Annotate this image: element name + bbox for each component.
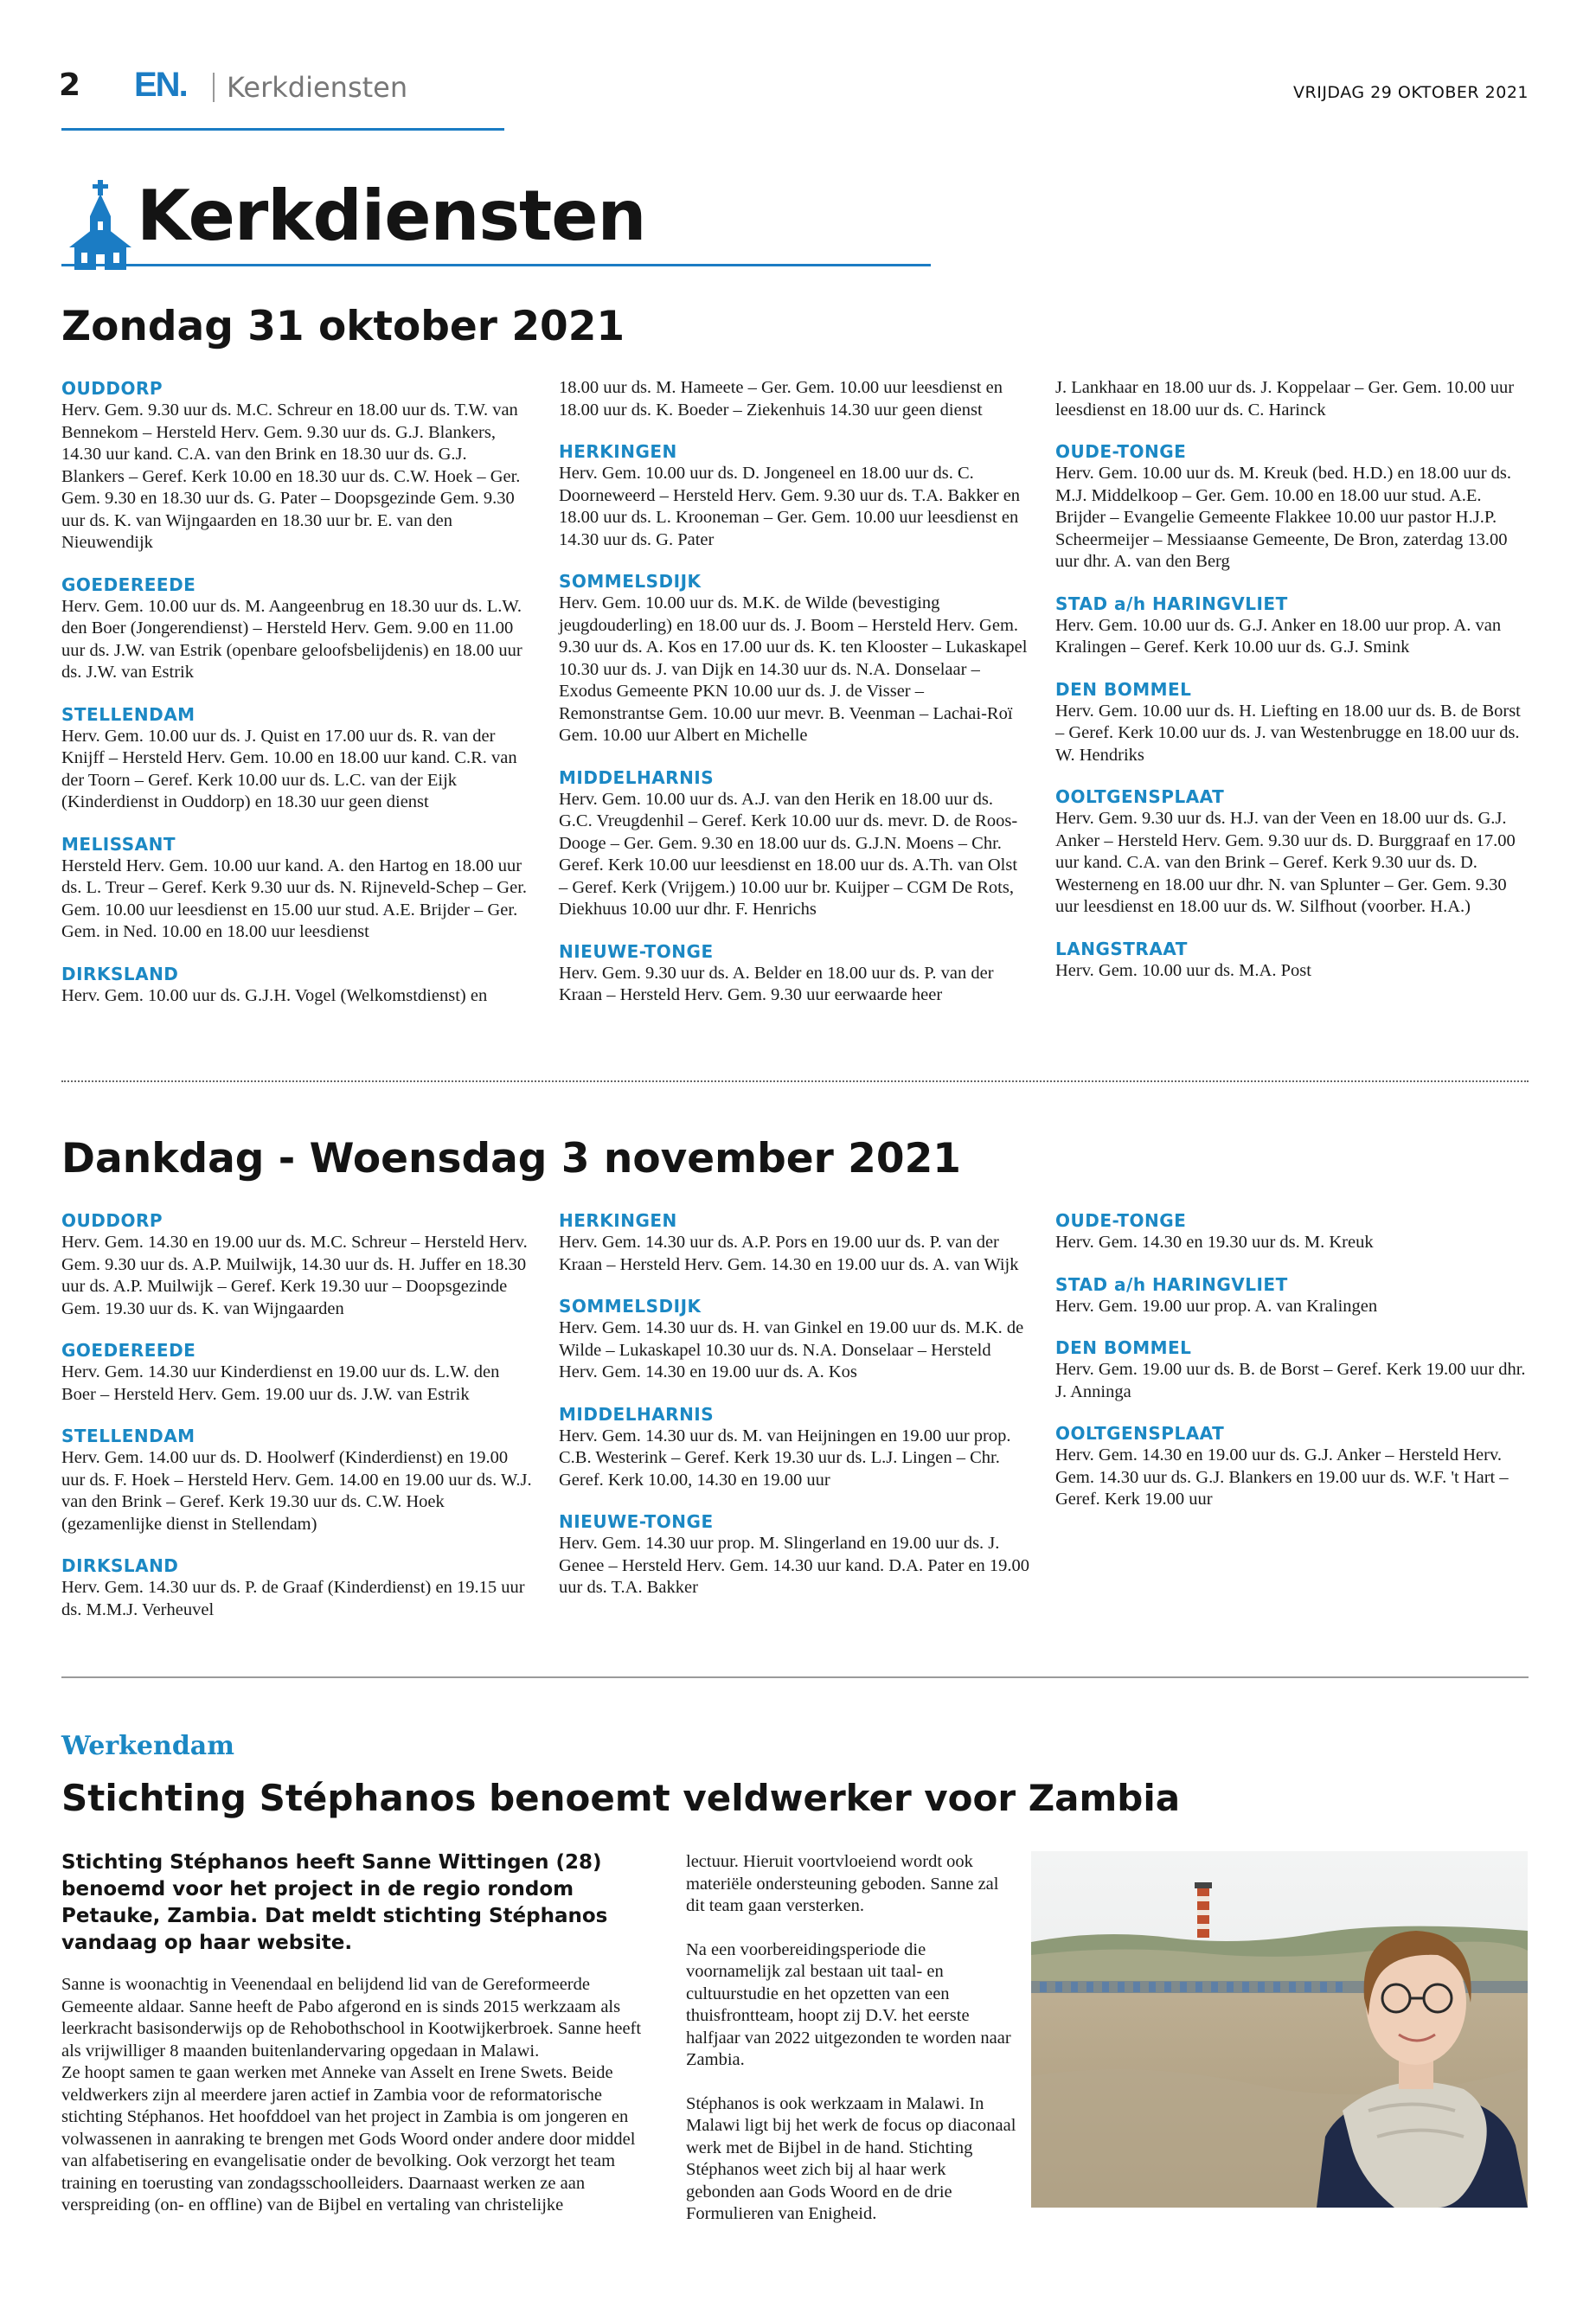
dankdag-column-1 [61,1209,533,1640]
service-text: Herv. Gem. 14.30 uur Kinderdienst en 19.00 uur ds. L.W. den Boer – Hersteld Herv. Gem. 19.00 uur ds. J.W. van Estrik [61,1362,500,1404]
dankdag-column-3 [1055,1209,1527,1530]
sunday-column-2 [559,377,1030,1026]
article-paragraph: Na een voorbereidingsperiode die voornamelijk zal bestaan uit taal- en cultuurstudie en het opzetten van een thuisfrontteam, hoopt zij D.V. het eerste halfjaar van 2022 uitgezonden te worden naar Zambia. [686,1939,1011,2069]
article-headline: Stichting Stéphanos benoemt veldwerker voor Zambia [61,1777,1181,1819]
service-text: Herv. Gem. 10.00 uur ds. M. Kreuk (bed. H.D.) en 18.00 uur ds. M.J. Middelkoop – Ger. Gem. 10.00 en 18.00 uur stud. A.E. Brijder – Evangelie Gemeente Flakkee 10.00 uur pastor H.J.P. Scheermeijer – Messiaanse Gemeente, De Bron, zaterdag 13.00 uur dhr. A. van den Berg [1055,464,1512,571]
service-entry [61,963,533,1008]
header-rule [61,128,504,131]
service-entry [61,1425,533,1535]
service-entry [61,1554,533,1621]
service-text: Herv. Gem. 10.00 uur ds. G.J. Anker en 18.00 uur prop. A. van Kralingen – Geref. Kerk 10.00 uur ds. G.J. Smink [1055,615,1502,657]
sunday-heading: Zondag 31 oktober 2021 [61,303,625,350]
place-heading: DEN BOMMEL [1055,1337,1192,1358]
header-divider [213,73,215,102]
service-entry [559,1295,1030,1384]
service-text: J. Lankhaar en 18.00 uur ds. J. Koppelaar – Ger. Gem. 10.00 uur leesdienst en 18.00 uur ds. C. Harinck [1055,378,1515,420]
service-entry [61,703,533,814]
header-section-name: Kerkdiensten [227,71,408,104]
article-column-2 [686,1851,1019,2247]
service-entry [559,1403,1030,1492]
place-heading: OUDE-TONGE [1055,1210,1187,1231]
place-heading: DEN BOMMEL [1055,678,1192,700]
service-text: Herv. Gem. 19.00 uur prop. A. van Kralingen [1055,1296,1378,1316]
service-text: Herv. Gem. 14.30 uur prop. M. Slingerland en 19.00 uur ds. J. Genee – Hersteld Herv. Gem. 14.30 uur kand. D.A. Pater en 19.00 uur ds. T.A. Bakker [559,1534,1030,1597]
header-date: VRIJDAG 29 OKTOBER 2021 [1293,83,1529,102]
service-entry [559,570,1030,747]
sunday-column-1 [61,377,533,1026]
article-lead: Stichting Stéphanos heeft Sanne Wittingen (28) benoemd voor het project in de regio rondom Petauke, Zambia. Dat meldt stichting Stéphanos vandaag op haar website. [61,1851,608,1954]
place-heading: HERKINGEN [559,441,677,462]
service-text: Herv. Gem. 10.00 uur ds. H. Liefting en 18.00 uur ds. B. de Borst – Geref. Kerk 10.00 uur ds. J. van Westenbrugge en 18.00 uur ds. W. Hendriks [1055,701,1521,765]
section-divider-solid [61,1676,1529,1678]
place-heading: GOEDEREEDE [61,574,196,595]
place-heading: OOLTGENSPLAAT [1055,1423,1225,1444]
service-entry [1055,1336,1527,1403]
service-entry [1055,593,1527,659]
place-heading: NIEUWE-TONGE [559,1511,714,1532]
place-heading: OOLTGENSPLAAT [1055,786,1225,807]
service-entry [61,1209,533,1320]
place-heading: STELLENDAM [61,1426,195,1446]
place-heading: MIDDELHARNIS [559,1403,715,1425]
service-entry [559,440,1030,551]
service-text: Herv. Gem. 10.00 uur ds. M. Aangeenbrug en 18.30 uur ds. L.W. den Boer (Jongerendienst) – Hersteld Herv. Gem. 9.00 en 11.00 uur ds. J.W. van Estrik (openbare geloofsbelijdenis) en 18.00 uur ds. J.W. van Estrik [61,596,522,682]
service-entry [1055,1209,1527,1254]
place-heading: OUDDORP [61,378,163,399]
page-number: 2 [59,67,81,103]
service-entry [1055,1273,1527,1318]
page-title: Kerkdiensten [137,176,646,256]
service-text: Herv. Gem. 19.00 uur ds. B. de Borst – Geref. Kerk 19.00 uur dhr. J. Anninga [1055,1360,1526,1401]
place-heading: STAD a/h HARINGVLIET [1055,593,1288,614]
service-text: 18.00 uur ds. M. Hameete – Ger. Gem. 10.00 uur leesdienst en 18.00 uur ds. K. Boeder – Ziekenhuis 14.30 uur geen dienst [559,378,1003,420]
place-heading: SOMMELSDIJK [559,571,702,592]
service-text: Herv. Gem. 9.30 uur ds. M.C. Schreur en 18.00 uur ds. T.W. van Bennekom – Hersteld Herv. Gem. 9.30 uur ds. G.J. Blankers, 14.30 uur kand. C.A. van den Brink en 18.30 uur ds. G.J. Blankers – Geref. Kerk 10.00 en 18.30 uur ds. C.W. Hoek – Ger. Gem. 9.30 en 18.30 uur ds. G. Pater – Doopsgezinde Gem. 9.30 uur ds. K. van Wijngaarden en 18.30 uur br. E. van den Nieuwendijk [61,401,521,552]
place-heading: NIEUWE-TONGE [559,940,714,962]
place-heading: OUDE-TONGE [1055,441,1187,462]
service-text: Herv. Gem. 10.00 uur ds. A.J. van den Herik en 18.00 uur ds. G.C. Vreugdenhil – Geref. Kerk 10.00 uur ds. mevr. D. de Roos-Dooge – Ger. Gem. 9.30 en 18.00 uur ds. G.J.N. Moens – Chr. Geref. Kerk 10.00 uur leesdienst en 18.00 uur ds. A.Th. van Olst – Geref. Kerk (Vrijgem.) 10.00 uur br. Kuijper – CGM De Rots, Diekhuus 10.00 uur dhr. F. Henrichs [559,789,1018,919]
service-text: Herv. Gem. 14.30 en 19.30 uur ds. M. Kreuk [1055,1233,1374,1252]
article-paragraph: Ze hoopt samen te gaan werken met Anneke van Asselt en Irene Swets. Beide veldwerkers zijn al meerdere jaren actief in Zambia voor de reformatorische stichting Stéphanos. Het hoofddoel van het project in Zambia is om jongeren en volwassenen in aanraking te brengen met Gods Woord onder andere door middel van alfabetisering en evangelisatie onder de bevolking. Ook verzorgt het team training en toerusting van zondagsschoolleiders. Daarnaast werken ze aan verspreiding (on- en offline) van de Bijbel en vertaling van christelijke [61,2063,636,2214]
service-text: Herv. Gem. 10.00 uur ds. M.A. Post [1055,960,1311,980]
service-text: Herv. Gem. 14.30 uur ds. H. van Ginkel en 19.00 uur ds. M.K. de Wilde – Lukaskapel 10.30 uur ds. N.A. Donselaar – Hersteld Herv. Gem. 14.30 en 19.00 uur ds. A. Kos [559,1318,1024,1381]
service-entry [559,1209,1030,1276]
place-heading: SOMMELSDIJK [559,1296,702,1317]
service-text: Herv. Gem. 14.00 uur ds. D. Hoolwerf (Kinderdienst) en 19.00 uur ds. F. Hoek – Hersteld Herv. Gem. 14.00 en 19.00 uur ds. W.J. van den Brink – Geref. Kerk 19.30 uur ds. C.W. Hoek (gezamenlijke dienst in Stellendam) [61,1448,532,1534]
place-heading: STAD a/h HARINGVLIET [1055,1273,1288,1295]
place-heading: LANGSTRAAT [1055,938,1188,959]
article-paragraph: lectuur. Hieruit voortvloeiend wordt ook materiële ondersteuning geboden. Sanne zal dit team gaan versterken. [686,1852,999,1915]
service-text: Herv. Gem. 14.30 uur ds. P. de Graaf (Kinderdienst) en 19.15 uur ds. M.M.J. Verheuvel [61,1578,525,1619]
service-entry [61,377,533,554]
service-text: Herv. Gem. 9.30 uur ds. H.J. van der Veen en 18.00 uur ds. G.J. Anker – Hersteld Herv. Gem. 9.30 uur ds. D. Burggraaf en 17.00 uur kand. C.A. van den Brink – Geref. Kerk 9.30 uur ds. D. Westerneng en 18.00 uur dhr. N. van Splunter – Ger. Gem. 9.30 uur leesdienst en 18.00 uur ds. W. Silfhout (voorber. H.A.) [1055,809,1516,916]
service-text: Herv. Gem. 10.00 uur ds. G.J.H. Vogel (Welkomstdienst) en [61,985,488,1005]
service-text: Herv. Gem. 14.30 uur ds. A.P. Pors en 19.00 uur ds. P. van der Kraan – Hersteld Herv. Gem. 14.30 en 19.00 uur ds. A. van Wijk [559,1233,1019,1274]
dankdag-column-2 [559,1209,1030,1618]
service-entry [1055,678,1527,767]
service-entry [1055,440,1527,574]
service-entry [559,1510,1030,1599]
service-entry-continued [559,377,1030,421]
service-entry [61,833,533,944]
service-entry-continued [1055,377,1527,421]
service-entry [1055,785,1527,919]
dankdag-heading: Dankdag - Woensdag 3 november 2021 [61,1135,961,1183]
service-entry [61,574,533,684]
service-text: Herv. Gem. 10.00 uur ds. D. Jongeneel en 18.00 uur ds. C. Doorneweerd – Hersteld Herv. Gem. 9.30 uur ds. T.A. Bakker en 18.00 uur ds. L. Krooneman – Ger. Gem. 10.00 uur leesdienst en 14.30 uur ds. G. Pater [559,464,1021,549]
article-paragraph: Stéphanos is ook werkzaam in Malawi. In Malawi ligt bij het werk de focus op diaconaal werk met de Bijbel in de hand. Stichting Stéphanos weet zich bij al haar werk gebonden aan Gods Woord en de drie Formulieren van Enigheid. [686,2093,1016,2223]
place-heading: MELISSANT [61,833,176,855]
service-entry [1055,938,1527,983]
article-photo [1031,1851,1528,2208]
section-divider-dotted [61,1080,1529,1082]
service-text: Herv. Gem. 14.30 en 19.00 uur ds. G.J. Anker – Hersteld Herv. Gem. 14.30 uur ds. G.J. Blankers en 19.00 uur ds. W.F. 't Hart – Geref. Kerk 19.00 uur [1055,1445,1509,1509]
place-heading: MIDDELHARNIS [559,766,715,788]
service-text: Herv. Gem. 10.00 uur ds. M.K. de Wilde (bevestiging jeugdouderling) en 18.00 uur ds. J. Boom – Hersteld Herv. Gem. 9.30 uur ds. A. Kos en 17.00 uur ds. K. ten Klooster – Lukaskapel 10.30 uur ds. J. van Dijk en 14.30 uur ds. N.A. Donselaar – Exodus Gemeente PKN 10.00 uur ds. J. de Visser – Remonstrantse Gem. 10.00 uur mevr. B. Veenman – Lachai-Roï Gem. 10.00 uur Albert en Michelle [559,593,1028,745]
place-heading: OUDDORP [61,1210,163,1231]
newspaper-logo: EN. [134,66,187,104]
church-icon [69,180,131,270]
place-heading: DIRKSLAND [61,1555,179,1576]
place-heading: DIRKSLAND [61,963,179,984]
sunday-column-3 [1055,377,1527,1001]
article-column-1 [61,1849,658,2239]
service-entry [559,766,1030,921]
service-text: Herv. Gem. 9.30 uur ds. A. Belder en 18.00 uur ds. P. van der Kraan – Hersteld Herv. Gem. 9.30 uur eerwaarde heer [559,963,994,1004]
article-location: Werkendam [61,1731,234,1761]
service-entry [1055,1422,1527,1511]
service-entry [559,940,1030,1007]
article-paragraph: Sanne is woonachtig in Veenendaal en belijdend lid van de Gereformeerde Gemeente aldaar. Sanne heeft de Pabo afgerond en is sinds 2015 werkzaam als leerkracht basisonderwijs op de Rehobothschool in Kootwijkerbroek. Sanne heeft als vrijwilliger 8 maanden buitenlandervaring opgedaan in Malawi. [61,1975,642,2061]
place-heading: STELLENDAM [61,703,195,725]
service-entry [61,1339,533,1406]
place-heading: GOEDEREEDE [61,1340,196,1361]
title-rule [61,264,931,266]
service-text: Herv. Gem. 10.00 uur ds. J. Quist en 17.00 uur ds. R. van der Knijff – Hersteld Herv. Gem. 10.00 en 18.00 uur kand. C.R. van der Toorn – Geref. Kerk 10.00 uur ds. L.C. van der Eijk (Kinderdienst in Ouddorp) en 18.30 uur geen dienst [61,726,517,811]
service-text: Hersteld Herv. Gem. 10.00 uur kand. A. den Hartog en 18.00 uur ds. L. Treur – Geref. Kerk 9.30 uur ds. N. Rijneveld-Schep – Ger. Gem. 10.00 uur leesdienst en 15.00 uur stud. A.E. Brijder – Ger. Gem. in Ned. 10.00 en 18.00 uur leesdienst [61,856,528,941]
place-heading: HERKINGEN [559,1210,677,1231]
service-text: Herv. Gem. 14.30 en 19.00 uur ds. M.C. Schreur – Hersteld Herv. Gem. 9.30 uur ds. A.P. Muilwijk, 14.30 uur ds. H. Juffer en 18.30 uur ds. A.P. Muilwijk – Geref. Kerk 19.30 uur – Doopsgezinde Gem. 19.30 uur ds. K. van Wijngaarden [61,1233,528,1318]
service-text: Herv. Gem. 14.30 uur ds. M. van Heijningen en 19.00 uur prop. C.B. Westerink – Geref. Kerk 19.30 uur ds. L.J. Lingen – Chr. Geref. Kerk 10.00, 14.30 en 19.00 uur [559,1426,1011,1490]
